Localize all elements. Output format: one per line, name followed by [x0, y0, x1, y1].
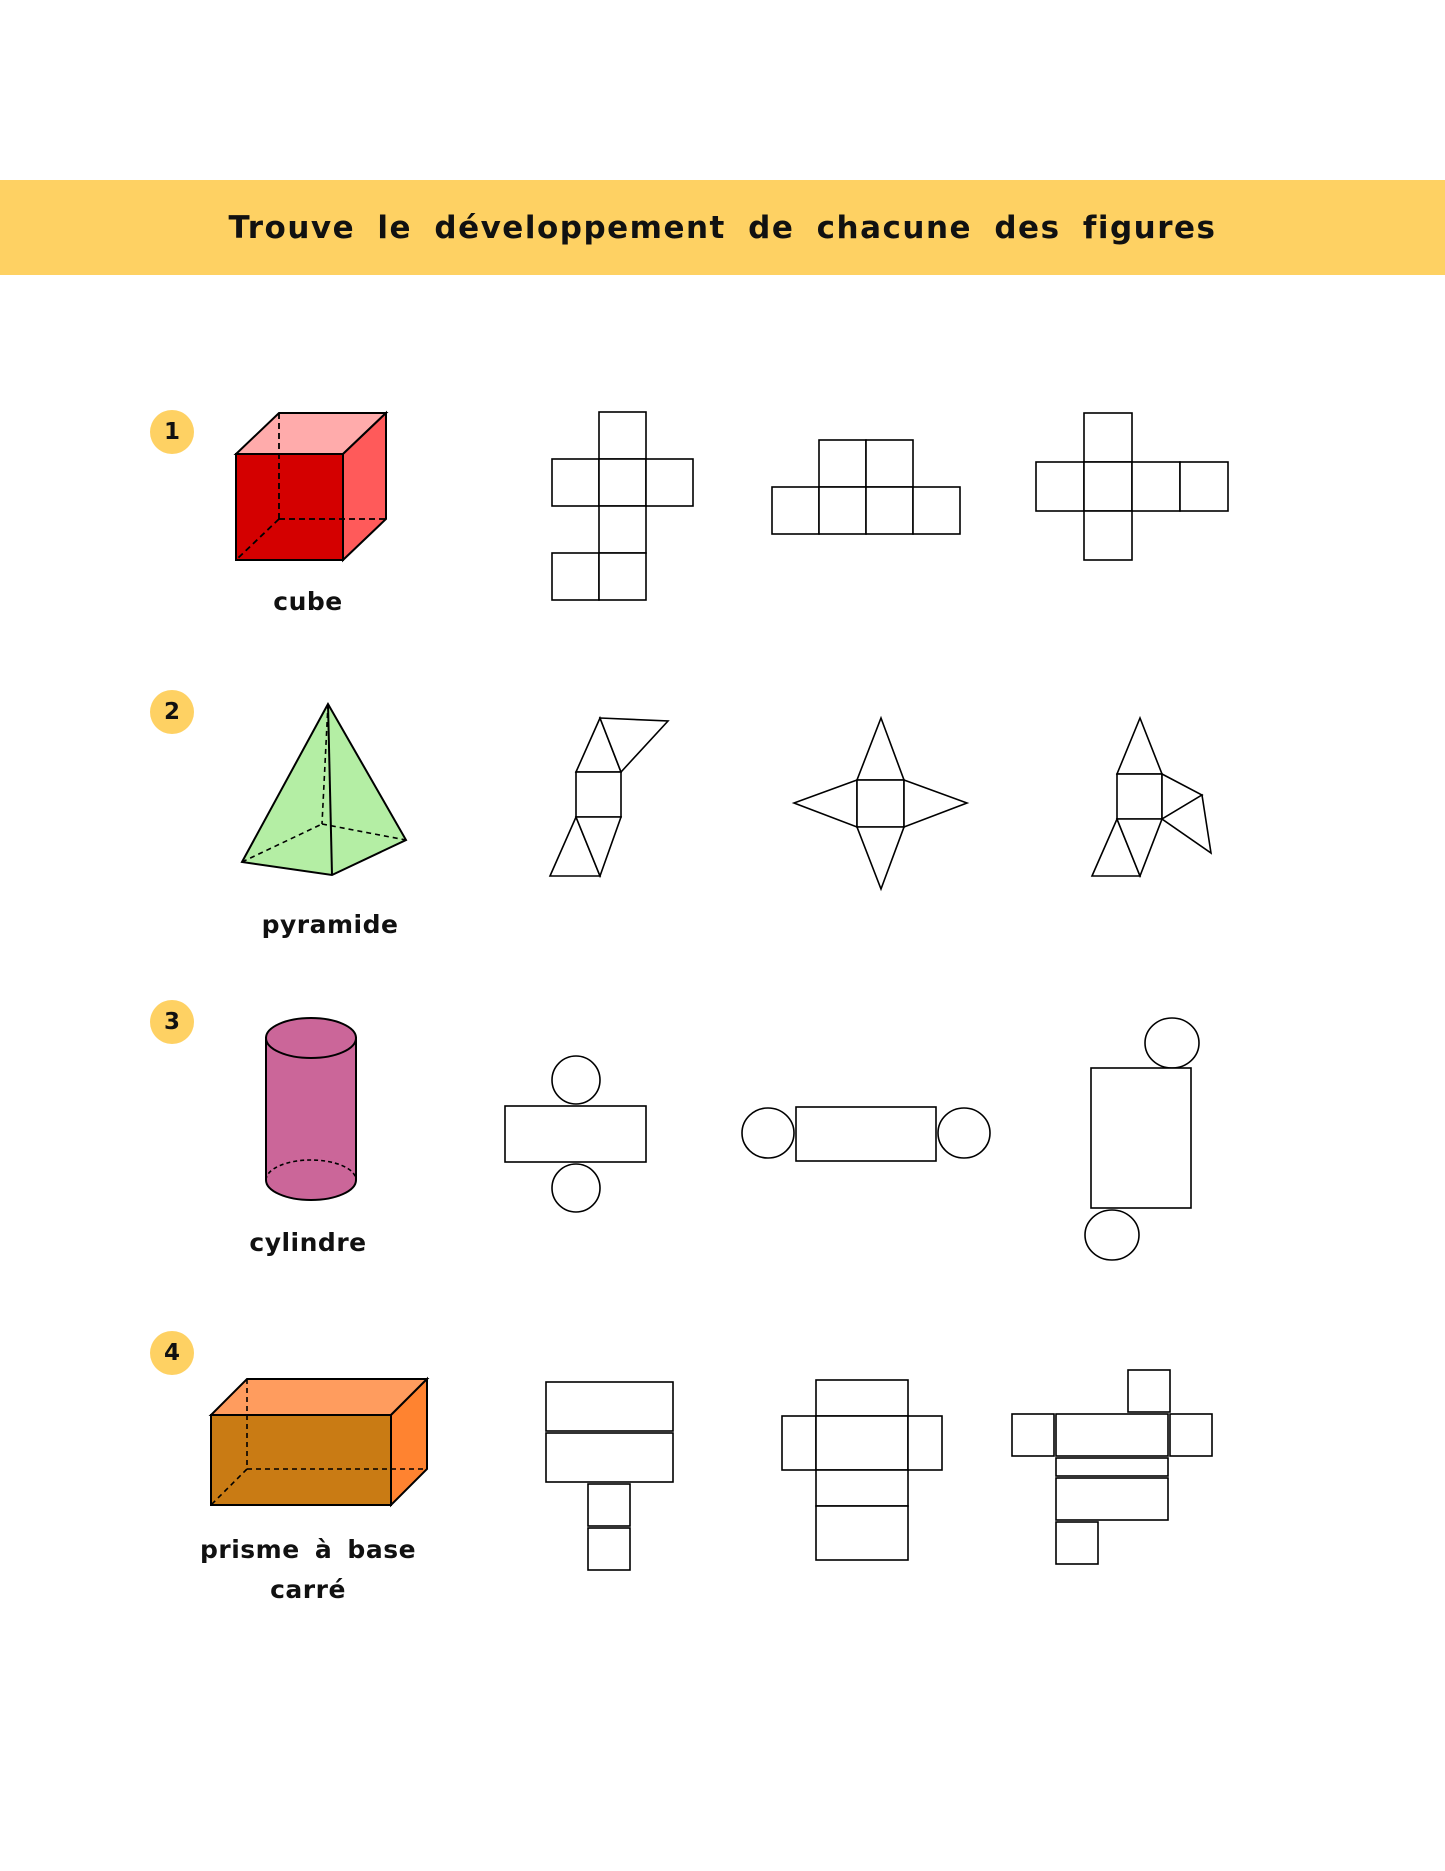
square-prism-net-option-1[interactable] [544, 1380, 676, 1575]
pyramid-figure [238, 698, 413, 880]
cylinder-net-option-1[interactable] [503, 1053, 648, 1216]
square-prism-figure [208, 1375, 433, 1510]
cube-net-option-3[interactable] [1034, 411, 1234, 563]
exercise-number-badge: 2 [150, 690, 194, 734]
cylinder-net-option-2[interactable] [740, 1105, 995, 1161]
exercise-number-badge: 1 [150, 410, 194, 454]
exercise-number-badge: 3 [150, 1000, 194, 1044]
title-banner [0, 180, 1445, 275]
pyramid-net-option-3[interactable] [1090, 716, 1220, 881]
exercise-number-badge: 4 [150, 1331, 194, 1375]
page-title: Trouve le développement de chacune des figures [228, 209, 1217, 246]
shape-label-line-2: carré [270, 1575, 346, 1604]
cube-net-option-1[interactable] [550, 410, 700, 605]
shape-label-cylinder: cylindre [249, 1228, 367, 1257]
shape-label-line-1: prisme à base [199, 1535, 417, 1564]
pyramid-net-option-2[interactable] [792, 716, 972, 893]
cube-figure [230, 405, 400, 565]
pyramid-net-option-1[interactable] [548, 716, 673, 881]
shape-label-cube: cube [273, 587, 343, 616]
shape-label-pyramid: pyramide [261, 910, 399, 939]
cylinder-net-option-3[interactable] [1083, 1016, 1203, 1264]
square-prism-net-option-2[interactable] [780, 1378, 948, 1568]
cube-net-option-2[interactable] [770, 438, 965, 538]
shape-label-square-prism [178, 1530, 438, 1610]
square-prism-net-option-3[interactable] [1010, 1368, 1220, 1568]
cylinder-figure [262, 1016, 362, 1202]
